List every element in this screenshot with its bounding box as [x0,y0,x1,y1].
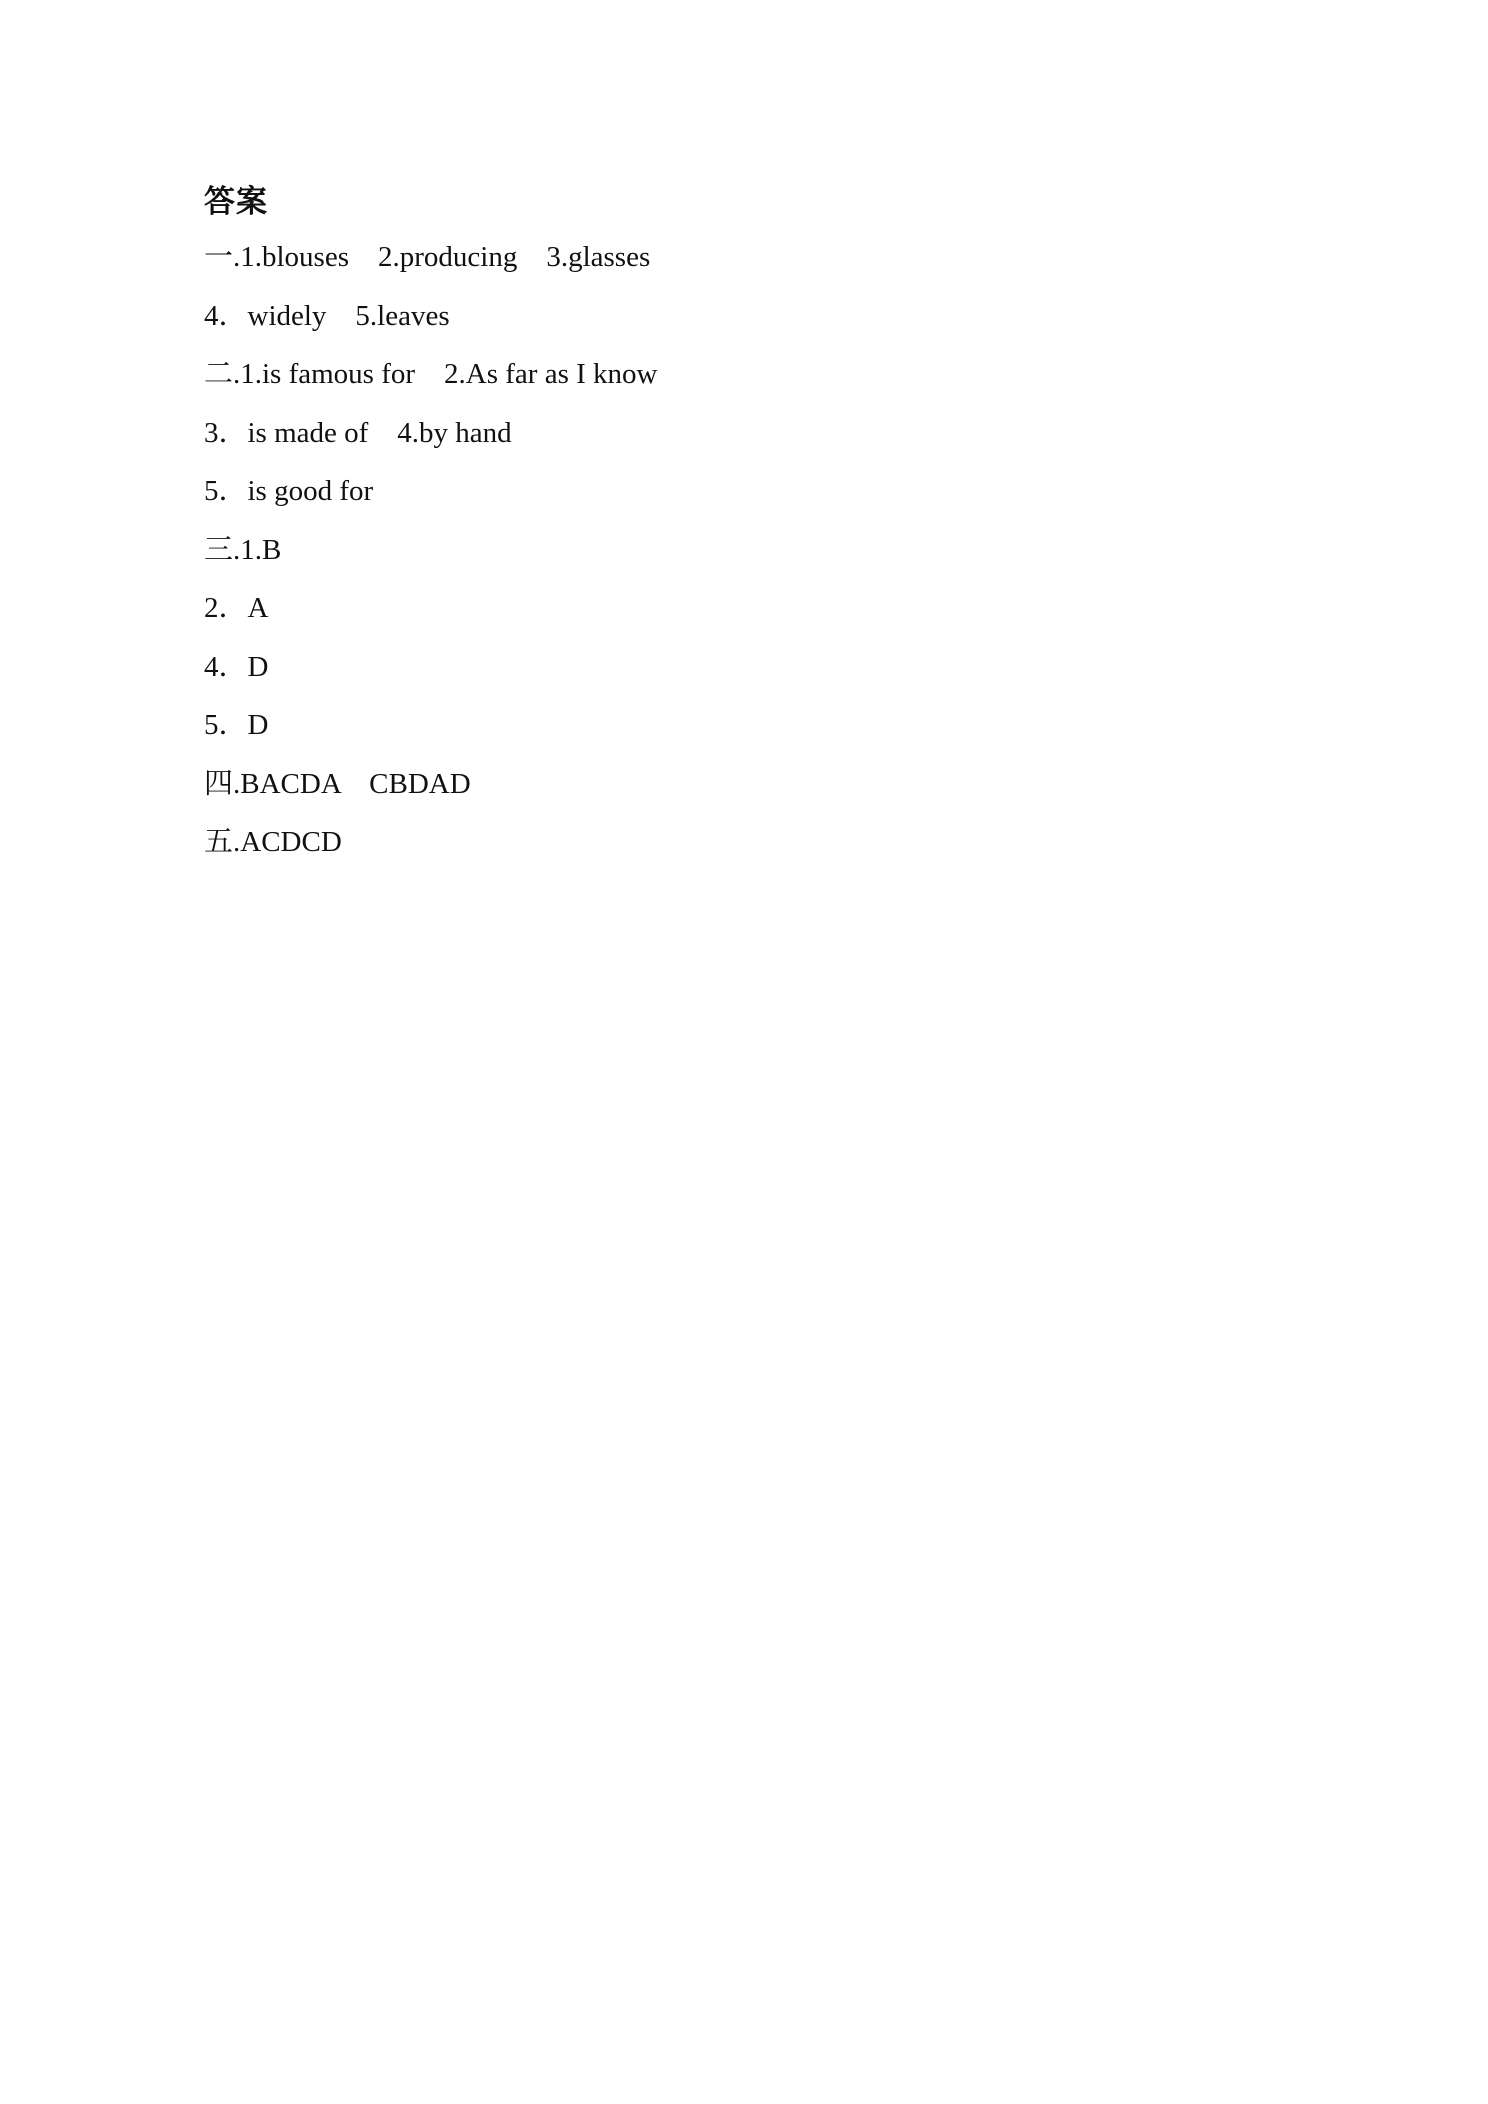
answer-line-10: 四.BACDA CBDAD [204,767,471,800]
answer-title: 答案 [204,184,268,220]
answer-line-6: 三.1.B [204,533,282,566]
answer-line-2: 4．widely 5.leaves [204,299,450,332]
answer-line-11: 五.ACDCD [204,826,342,858]
answer-section [204,176,1284,872]
answer-line-8: 4．D [204,650,269,683]
answer-line-9: 5．D [204,709,269,741]
answer-line-4: 3．is made of 4.by hand [204,416,512,449]
answer-line-3: 二.1.is famous for 2.As far as I know [204,358,658,390]
answer-line-5: 5．is good for [204,475,374,507]
answer-line-1: 一.1.blouses 2.producing 3.glasses [204,241,651,273]
answer-line-7: 2．A [204,592,269,624]
